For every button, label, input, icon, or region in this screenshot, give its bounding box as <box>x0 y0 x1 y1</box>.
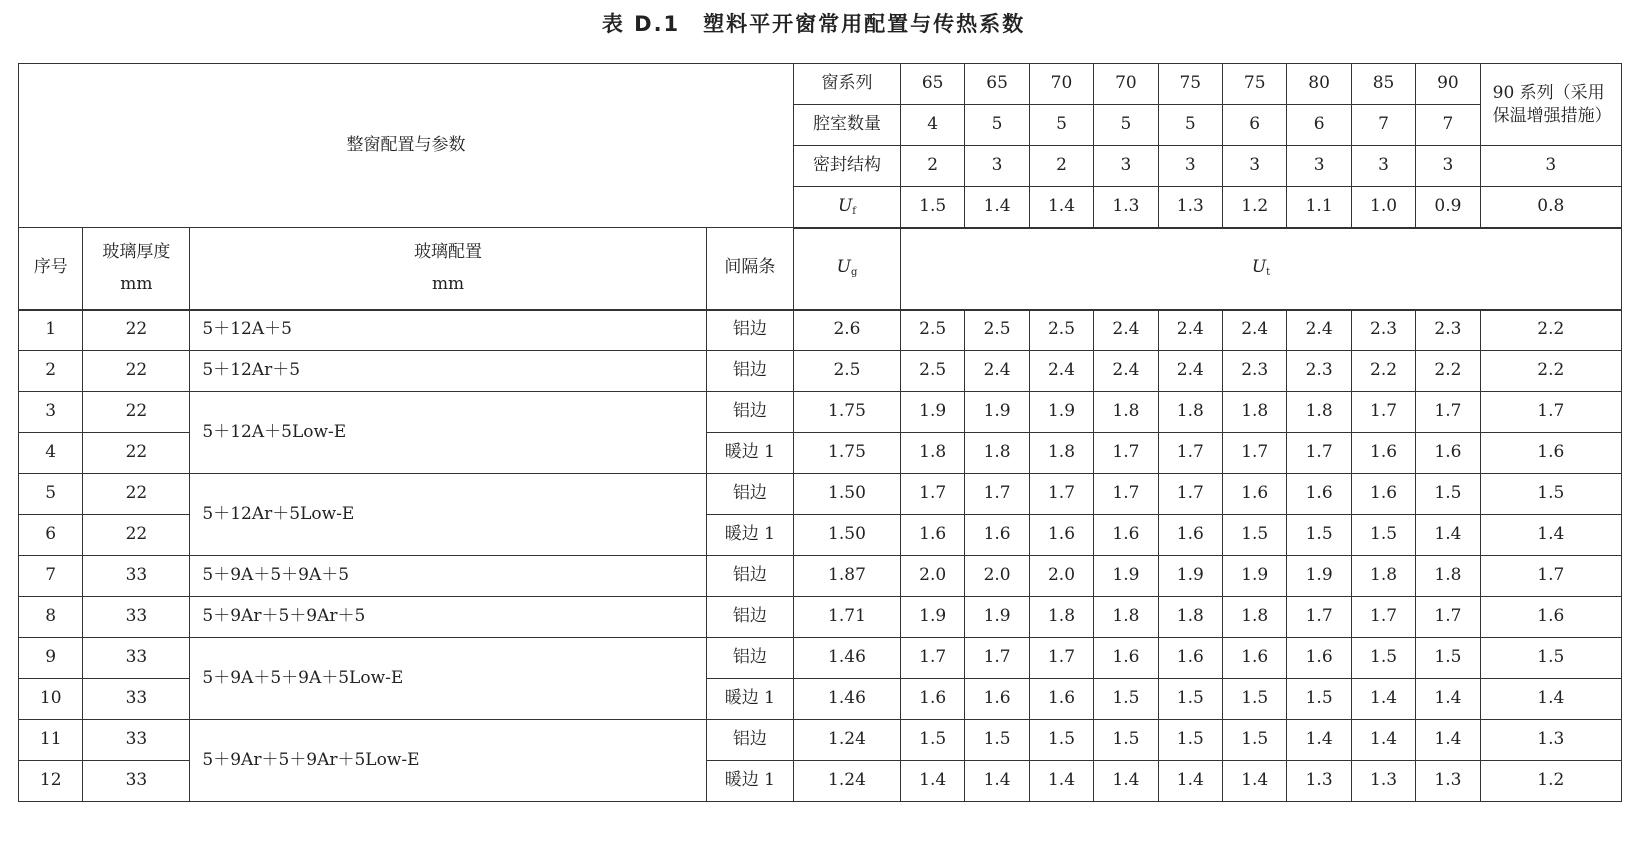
series-cell: 75 <box>1223 64 1287 105</box>
row-ut-cell: 1.7 <box>1416 597 1480 638</box>
row-index: 3 <box>19 392 83 433</box>
subheader-row <box>19 228 1622 310</box>
row-glass-thickness: 22 <box>83 515 190 556</box>
seals-cell: 3 <box>1480 146 1621 187</box>
row-glass-thickness: 33 <box>83 720 190 761</box>
row-ut-cell: 1.4 <box>1351 679 1415 720</box>
row-ut-cell: 1.8 <box>1416 556 1480 597</box>
row-ut-cell: 1.9 <box>900 597 964 638</box>
row-ut-cell: 1.9 <box>1287 556 1351 597</box>
table-row <box>19 310 1622 351</box>
row-ug: 2.5 <box>793 351 900 392</box>
row-glass-thickness: 22 <box>83 433 190 474</box>
cavities-cell: 4 <box>900 105 964 146</box>
row-ut-cell: 1.7 <box>1480 392 1621 433</box>
row-ut-cell: 1.8 <box>1287 392 1351 433</box>
series-cell: 65 <box>965 64 1029 105</box>
config-header-cell <box>19 64 794 228</box>
row-ut-cell: 1.7 <box>1094 433 1158 474</box>
row-spacer: 铝边 <box>706 392 793 433</box>
row-ut-cell: 1.5 <box>1094 679 1158 720</box>
row-ut-cell: 1.6 <box>1094 638 1158 679</box>
row-ut-cell: 2.2 <box>1351 351 1415 392</box>
row-ut-cell: 1.8 <box>1223 597 1287 638</box>
config-header-label: 整窗配置与参数 <box>346 134 466 155</box>
row-ut-cell: 1.4 <box>1480 679 1621 720</box>
row-spacer: 暖边 1 <box>706 761 793 802</box>
cavities-cell: 6 <box>1223 105 1287 146</box>
row-ut-cell: 1.8 <box>1158 392 1222 433</box>
uf-row-label <box>793 187 900 228</box>
table-row <box>19 720 1622 761</box>
uf-cell: 1.4 <box>1029 187 1093 228</box>
row-ut-cell: 1.5 <box>965 720 1029 761</box>
row-ut-cell: 1.7 <box>900 474 964 515</box>
table-row <box>19 556 1622 597</box>
series-cell: 85 <box>1351 64 1415 105</box>
row-ut-cell: 1.4 <box>1416 679 1480 720</box>
row-ut-cell: 1.7 <box>965 638 1029 679</box>
row-index: 1 <box>19 310 83 351</box>
ut-symbol: U <box>1251 257 1267 278</box>
row-ut-cell: 1.6 <box>1416 433 1480 474</box>
row-ut-cell: 2.0 <box>965 556 1029 597</box>
row-ut-cell: 1.4 <box>965 761 1029 802</box>
row-ut-cell: 1.7 <box>1223 433 1287 474</box>
row-ut-cell: 1.4 <box>1480 515 1621 556</box>
row-glass-config: 5＋12Ar＋5 <box>190 351 706 392</box>
row-ug: 2.6 <box>793 310 900 351</box>
cavities-cell: 7 <box>1351 105 1415 146</box>
glass-config-label: 玻璃配置 <box>414 241 483 262</box>
row-ut-cell: 1.6 <box>1029 515 1093 556</box>
ug-subscript: g <box>850 267 858 279</box>
cavities-cell: 6 <box>1287 105 1351 146</box>
row-glass-config: 5＋9A＋5＋9A＋5Low-E <box>190 638 706 720</box>
row-ut-cell: 1.7 <box>1158 433 1222 474</box>
seals-cell: 3 <box>1416 146 1480 187</box>
row-ut-cell: 1.7 <box>1029 474 1093 515</box>
index-header: 序号 <box>19 228 83 310</box>
ut-subscript: t <box>1266 267 1271 279</box>
row-index: 4 <box>19 433 83 474</box>
row-ut-cell: 2.4 <box>965 351 1029 392</box>
row-index: 11 <box>19 720 83 761</box>
row-ut-cell: 1.3 <box>1480 720 1621 761</box>
row-ut-cell: 1.7 <box>1351 392 1415 433</box>
ug-header <box>793 228 900 310</box>
glass-config-unit: mm <box>431 274 465 295</box>
row-ut-cell: 1.4 <box>1223 761 1287 802</box>
row-ut-cell: 1.6 <box>1480 597 1621 638</box>
row-ut-cell: 1.8 <box>1158 597 1222 638</box>
row-ut-cell: 1.6 <box>965 679 1029 720</box>
row-ut-cell: 1.8 <box>1029 597 1093 638</box>
row-ut-cell: 2.4 <box>1158 351 1222 392</box>
row-ut-cell: 1.6 <box>1094 515 1158 556</box>
row-ut-cell: 1.8 <box>900 433 964 474</box>
row-glass-thickness: 33 <box>83 556 190 597</box>
row-ut-cell: 1.3 <box>1416 761 1480 802</box>
seals-cell: 3 <box>1223 146 1287 187</box>
row-ut-cell: 1.5 <box>1480 638 1621 679</box>
row-ut-cell: 1.7 <box>1287 433 1351 474</box>
row-ut-cell: 1.3 <box>1351 761 1415 802</box>
row-ut-cell: 1.6 <box>1480 433 1621 474</box>
row-ut-cell: 1.4 <box>1287 720 1351 761</box>
row-index: 5 <box>19 474 83 515</box>
table-row <box>19 597 1622 638</box>
row-ut-cell: 1.4 <box>900 761 964 802</box>
row-ut-cell: 2.4 <box>1158 310 1222 351</box>
row-ut-cell: 1.5 <box>1416 474 1480 515</box>
row-ut-cell: 1.7 <box>1480 556 1621 597</box>
row-ut-cell: 1.4 <box>1158 761 1222 802</box>
row-ug: 1.75 <box>793 392 900 433</box>
row-ut-cell: 1.3 <box>1287 761 1351 802</box>
row-ut-cell: 2.2 <box>1480 351 1621 392</box>
row-index: 6 <box>19 515 83 556</box>
row-ut-cell: 1.9 <box>900 392 964 433</box>
uf-cell: 1.0 <box>1351 187 1415 228</box>
glass-thickness-header <box>83 228 190 310</box>
ut-header <box>900 228 1621 310</box>
row-ug: 1.75 <box>793 433 900 474</box>
row-ut-cell: 1.7 <box>900 638 964 679</box>
seals-cell: 3 <box>1287 146 1351 187</box>
row-ut-cell: 1.6 <box>1029 679 1093 720</box>
row-ut-cell: 1.8 <box>1223 392 1287 433</box>
row-ut-cell: 2.3 <box>1351 310 1415 351</box>
cavities-cell: 5 <box>1158 105 1222 146</box>
row-index: 12 <box>19 761 83 802</box>
row-ug: 1.50 <box>793 515 900 556</box>
row-ug: 1.71 <box>793 597 900 638</box>
row-ut-cell: 1.9 <box>1223 556 1287 597</box>
series-cell: 65 <box>900 64 964 105</box>
row-ut-cell: 1.7 <box>1416 392 1480 433</box>
seals-cell: 3 <box>1351 146 1415 187</box>
row-ut-cell: 1.6 <box>1287 474 1351 515</box>
row-ut-cell: 1.4 <box>1094 761 1158 802</box>
row-ut-cell: 1.5 <box>1158 679 1222 720</box>
row-ut-cell: 2.3 <box>1416 310 1480 351</box>
row-glass-thickness: 33 <box>83 761 190 802</box>
row-ut-cell: 1.7 <box>1029 638 1093 679</box>
uf-cell: 1.4 <box>965 187 1029 228</box>
cavities-row-label: 腔室数量 <box>793 105 900 146</box>
row-glass-thickness: 33 <box>83 638 190 679</box>
row-glass-thickness: 33 <box>83 597 190 638</box>
row-ut-cell: 1.5 <box>1223 679 1287 720</box>
table-row <box>19 392 1622 433</box>
row-ut-cell: 1.9 <box>1029 392 1093 433</box>
header-row-series <box>19 64 1622 105</box>
row-ug: 1.24 <box>793 761 900 802</box>
row-ut-cell: 1.5 <box>1223 515 1287 556</box>
row-ut-cell: 2.5 <box>900 310 964 351</box>
row-ut-cell: 1.7 <box>965 474 1029 515</box>
series-cell-enhanced: 90 系列（采用保温增强措施） <box>1480 64 1621 146</box>
uf-cell: 1.3 <box>1158 187 1222 228</box>
row-ut-cell: 1.6 <box>1158 515 1222 556</box>
row-index: 8 <box>19 597 83 638</box>
uf-cell: 1.3 <box>1094 187 1158 228</box>
row-ut-cell: 2.5 <box>965 310 1029 351</box>
uf-cell: 1.2 <box>1223 187 1287 228</box>
row-index: 10 <box>19 679 83 720</box>
row-ut-cell: 1.9 <box>965 597 1029 638</box>
heat-transfer-table <box>18 63 1622 802</box>
uf-cell: 1.5 <box>900 187 964 228</box>
cavities-cell: 7 <box>1416 105 1480 146</box>
row-ut-cell: 1.6 <box>1158 638 1222 679</box>
row-glass-config: 5＋9Ar＋5＋9Ar＋5 <box>190 597 706 638</box>
uf-subscript: f <box>852 205 856 217</box>
row-ut-cell: 2.5 <box>1029 310 1093 351</box>
row-spacer: 暖边 1 <box>706 433 793 474</box>
row-glass-config: 5＋12A＋5 <box>190 310 706 351</box>
row-ut-cell: 1.7 <box>1158 474 1222 515</box>
row-glass-config: 5＋12A＋5Low-E <box>190 392 706 474</box>
row-ug: 1.50 <box>793 474 900 515</box>
row-spacer: 暖边 1 <box>706 515 793 556</box>
row-ut-cell: 1.9 <box>1094 556 1158 597</box>
glass-thickness-unit: mm <box>120 274 153 295</box>
row-glass-thickness: 22 <box>83 310 190 351</box>
table-row <box>19 474 1622 515</box>
uf-cell: 1.1 <box>1287 187 1351 228</box>
row-glass-config: 5＋9Ar＋5＋9Ar＋5Low-E <box>190 720 706 802</box>
row-ut-cell: 1.7 <box>1351 597 1415 638</box>
series-cell: 75 <box>1158 64 1222 105</box>
series-row-label: 窗系列 <box>793 64 900 105</box>
row-glass-config: 5＋12Ar＋5Low-E <box>190 474 706 556</box>
row-spacer: 铝边 <box>706 556 793 597</box>
row-ut-cell: 2.0 <box>1029 556 1093 597</box>
row-ug: 1.87 <box>793 556 900 597</box>
row-ug: 1.46 <box>793 638 900 679</box>
row-spacer: 暖边 1 <box>706 679 793 720</box>
glass-thickness-label: 玻璃厚度 <box>102 241 171 262</box>
row-ut-cell: 1.5 <box>1287 679 1351 720</box>
row-glass-thickness: 22 <box>83 392 190 433</box>
row-glass-thickness: 22 <box>83 474 190 515</box>
row-index: 9 <box>19 638 83 679</box>
row-ut-cell: 1.8 <box>1094 597 1158 638</box>
series-cell: 70 <box>1094 64 1158 105</box>
row-ut-cell: 2.4 <box>1094 310 1158 351</box>
row-ut-cell: 1.5 <box>1223 720 1287 761</box>
row-ut-cell: 1.5 <box>1287 515 1351 556</box>
row-ut-cell: 1.6 <box>900 515 964 556</box>
row-ut-cell: 1.5 <box>1158 720 1222 761</box>
series-cell: 80 <box>1287 64 1351 105</box>
series-cell: 70 <box>1029 64 1093 105</box>
row-ut-cell: 1.4 <box>1416 515 1480 556</box>
row-spacer: 铝边 <box>706 638 793 679</box>
glass-config-header <box>190 228 706 310</box>
row-ut-cell: 1.8 <box>1094 392 1158 433</box>
row-index: 2 <box>19 351 83 392</box>
row-spacer: 铝边 <box>706 474 793 515</box>
uf-symbol: U <box>837 195 853 216</box>
row-ut-cell: 1.5 <box>900 720 964 761</box>
row-ut-cell: 1.7 <box>1094 474 1158 515</box>
row-ut-cell: 1.4 <box>1029 761 1093 802</box>
seals-row-label: 密封结构 <box>793 146 900 187</box>
row-ut-cell: 2.5 <box>900 351 964 392</box>
row-glass-thickness: 22 <box>83 351 190 392</box>
table-title: 表 D.1 塑料平开窗常用配置与传热系数 <box>601 12 1026 36</box>
table-row <box>19 351 1622 392</box>
row-ut-cell: 2.4 <box>1287 310 1351 351</box>
row-ut-cell: 1.5 <box>1029 720 1093 761</box>
row-ut-cell: 1.6 <box>1223 638 1287 679</box>
row-ug: 1.24 <box>793 720 900 761</box>
row-ut-cell: 2.2 <box>1480 310 1621 351</box>
uf-cell: 0.9 <box>1416 187 1480 228</box>
row-ut-cell: 1.6 <box>1223 474 1287 515</box>
row-index: 7 <box>19 556 83 597</box>
row-spacer: 铝边 <box>706 310 793 351</box>
cavities-cell: 5 <box>965 105 1029 146</box>
row-glass-config: 5＋9A＋5＋9A＋5 <box>190 556 706 597</box>
row-ut-cell: 1.8 <box>965 433 1029 474</box>
row-ut-cell: 1.5 <box>1094 720 1158 761</box>
row-ut-cell: 1.6 <box>1351 433 1415 474</box>
row-spacer: 铝边 <box>706 720 793 761</box>
row-ut-cell: 1.5 <box>1351 638 1415 679</box>
row-ut-cell: 1.4 <box>1351 720 1415 761</box>
uf-cell: 0.8 <box>1480 187 1621 228</box>
row-ut-cell: 1.4 <box>1416 720 1480 761</box>
row-spacer: 铝边 <box>706 597 793 638</box>
spacer-header: 间隔条 <box>706 228 793 310</box>
table-row <box>19 638 1622 679</box>
seals-cell: 3 <box>1158 146 1222 187</box>
row-ut-cell: 1.6 <box>900 679 964 720</box>
row-ut-cell: 1.6 <box>1351 474 1415 515</box>
row-ut-cell: 1.9 <box>965 392 1029 433</box>
row-ut-cell: 1.8 <box>1351 556 1415 597</box>
row-ut-cell: 1.5 <box>1416 638 1480 679</box>
row-ut-cell: 1.6 <box>965 515 1029 556</box>
row-glass-thickness: 33 <box>83 679 190 720</box>
row-ut-cell: 1.6 <box>1287 638 1351 679</box>
cavities-cell: 5 <box>1029 105 1093 146</box>
row-ut-cell: 1.2 <box>1480 761 1621 802</box>
row-spacer: 铝边 <box>706 351 793 392</box>
row-ut-cell: 2.3 <box>1287 351 1351 392</box>
seals-cell: 3 <box>965 146 1029 187</box>
seals-cell: 2 <box>1029 146 1093 187</box>
row-ug: 1.46 <box>793 679 900 720</box>
row-ut-cell: 1.5 <box>1351 515 1415 556</box>
row-ut-cell: 2.0 <box>900 556 964 597</box>
row-ut-cell: 2.4 <box>1223 310 1287 351</box>
row-ut-cell: 2.2 <box>1416 351 1480 392</box>
row-ut-cell: 2.4 <box>1094 351 1158 392</box>
row-ut-cell: 1.7 <box>1287 597 1351 638</box>
seals-cell: 2 <box>900 146 964 187</box>
seals-cell: 3 <box>1094 146 1158 187</box>
row-ut-cell: 1.5 <box>1480 474 1621 515</box>
series-cell: 90 <box>1416 64 1480 105</box>
row-ut-cell: 2.4 <box>1029 351 1093 392</box>
row-ut-cell: 1.8 <box>1029 433 1093 474</box>
cavities-cell: 5 <box>1094 105 1158 146</box>
row-ut-cell: 1.9 <box>1158 556 1222 597</box>
ug-symbol: U <box>836 257 851 278</box>
row-ut-cell: 2.3 <box>1223 351 1287 392</box>
